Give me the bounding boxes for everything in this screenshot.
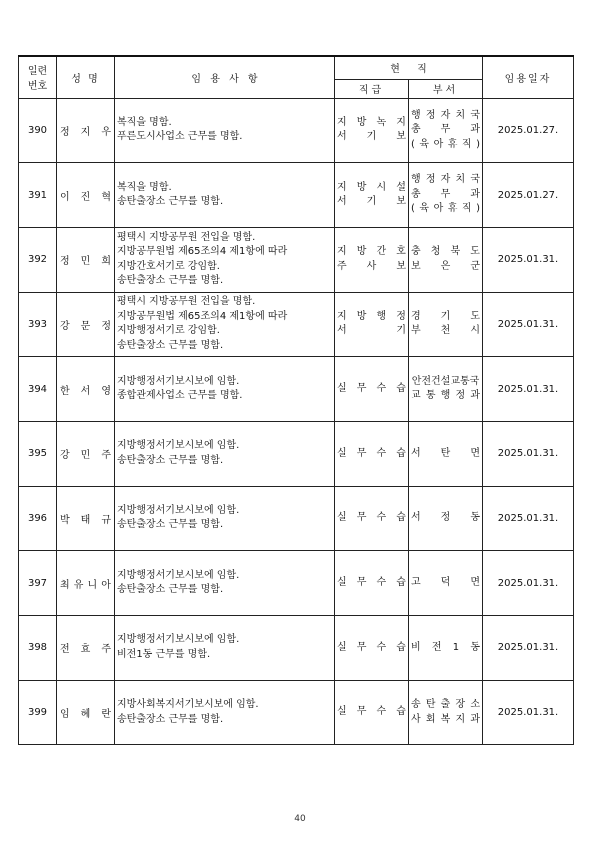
- current-rank: [335, 163, 409, 228]
- person-name-cell: [57, 292, 115, 357]
- current-rank: [335, 357, 409, 422]
- current-rank: [335, 98, 409, 163]
- current-department: [409, 486, 483, 551]
- detail-line: 지방행정서기보시보에 임함.: [117, 440, 240, 452]
- appointment-date: 2025.01.31.: [483, 292, 574, 357]
- person-name-cell: [57, 680, 115, 745]
- appointment-details: [115, 292, 335, 357]
- person-name: 전 효 주: [60, 644, 111, 656]
- current-department: [409, 616, 483, 681]
- serial-number: 398: [19, 616, 57, 681]
- detail-line: 지방행정서기보시보에 임함.: [117, 569, 240, 581]
- appointment-date: 2025.01.31.: [483, 486, 574, 551]
- serial-number: 391: [19, 163, 57, 228]
- appointment-details: [115, 680, 335, 745]
- department-line: ( 육 아 휴 직 ): [411, 203, 480, 215]
- detail-line: 송탄출장소 근무를 명함.: [117, 454, 224, 466]
- detail-line: 푸른도시사업소 근무를 명함.: [117, 131, 243, 143]
- detail-line: 송탄출장소 근무를 명함.: [117, 196, 224, 208]
- header-department: 부서: [409, 79, 483, 98]
- detail-line: 지방행정서기로 강임함.: [117, 325, 220, 337]
- table-row: [19, 98, 574, 163]
- department-line: 행 정 자 치 국: [411, 109, 480, 121]
- department-line: 사 회 복 지 과: [411, 713, 480, 725]
- appointment-date: 2025.01.31.: [483, 551, 574, 616]
- person-name: 정 민 희: [60, 256, 111, 268]
- department-line: 서 정 동: [411, 512, 480, 524]
- current-rank: [335, 486, 409, 551]
- person-name-cell: [57, 421, 115, 486]
- detail-line: 송탄출장소 근무를 명함.: [117, 275, 224, 287]
- detail-line: 지방사회복지서기보시보에 임함.: [117, 699, 259, 711]
- serial-number: 399: [19, 680, 57, 745]
- serial-number: 393: [19, 292, 57, 357]
- appointment-date: 2025.01.31.: [483, 357, 574, 422]
- department-line: 고 덕 면: [411, 576, 480, 588]
- current-department: [409, 98, 483, 163]
- appointment-details: [115, 227, 335, 292]
- person-name: 한 서 영: [60, 385, 111, 397]
- appointment-details: [115, 551, 335, 616]
- table-row: [19, 163, 574, 228]
- rank-line: 주 사 보: [337, 260, 406, 272]
- current-rank: [335, 680, 409, 745]
- appointment-details: [115, 616, 335, 681]
- person-name-cell: [57, 551, 115, 616]
- department-line: 송 탄 출 장 소: [411, 699, 480, 711]
- table-row: [19, 616, 574, 681]
- detail-line: 송탄출장소 근무를 명함.: [117, 519, 224, 531]
- department-line: 총 무 과: [411, 124, 480, 136]
- detail-line: 지방행정서기보시보에 임함.: [117, 504, 240, 516]
- header-details: 임 용 사 항: [115, 56, 335, 98]
- person-name: 박 태 규: [60, 514, 111, 526]
- appointment-details: [115, 357, 335, 422]
- department-line: 부 천 시: [411, 325, 480, 337]
- appointment-details: [115, 421, 335, 486]
- department-line: 경 기 도: [411, 310, 480, 322]
- current-rank: [335, 616, 409, 681]
- header-rank: 직급: [335, 79, 409, 98]
- current-department: [409, 551, 483, 616]
- header-current: 현 직: [335, 56, 483, 79]
- table-row: [19, 680, 574, 745]
- header-date: 임용일자: [483, 56, 574, 98]
- rank-line: 지 방 행 정: [337, 310, 406, 322]
- serial-number: 396: [19, 486, 57, 551]
- current-department: [409, 357, 483, 422]
- current-rank: [335, 551, 409, 616]
- appointment-details: [115, 98, 335, 163]
- current-rank: [335, 292, 409, 357]
- rank-line: 서 기 보: [337, 131, 406, 143]
- current-rank: [335, 227, 409, 292]
- current-department: [409, 292, 483, 357]
- table-row: [19, 227, 574, 292]
- serial-number: 395: [19, 421, 57, 486]
- rank-line: 지 방 간 호: [337, 246, 406, 258]
- table-row: [19, 421, 574, 486]
- person-name-cell: [57, 163, 115, 228]
- current-department: [409, 680, 483, 745]
- detail-line: 복직을 명함.: [117, 116, 172, 128]
- person-name-cell: [57, 98, 115, 163]
- detail-line: 지방공무원법 제65조의4 제1항에 따라: [117, 246, 288, 258]
- rank-line: 실 무 수 습: [337, 447, 406, 459]
- appointment-details: [115, 486, 335, 551]
- header-name: 성 명: [57, 56, 115, 98]
- detail-line: 평택시 지방공무원 전입을 명함.: [117, 231, 256, 243]
- detail-line: 복직을 명함.: [117, 181, 172, 193]
- detail-line: 송탄출장소 근무를 명함.: [117, 339, 224, 351]
- person-name-cell: [57, 616, 115, 681]
- table-row: [19, 292, 574, 357]
- department-line: 서 탄 면: [411, 447, 480, 459]
- detail-line: 지방간호서기로 강임함.: [117, 260, 220, 272]
- rank-line: 지 방 시 설: [337, 181, 406, 193]
- rank-line: 서 기 보: [337, 196, 406, 208]
- person-name-cell: [57, 486, 115, 551]
- rank-line: 지 방 녹 지: [337, 116, 406, 128]
- rank-line: 실 무 수 습: [337, 706, 406, 718]
- serial-number: 392: [19, 227, 57, 292]
- detail-line: 지방행정서기보시보에 임함.: [117, 634, 240, 646]
- department-line: 교 통 행 정 과: [411, 390, 480, 402]
- current-department: [409, 163, 483, 228]
- person-name-cell: [57, 357, 115, 422]
- table-row: [19, 486, 574, 551]
- person-name: 강 문 정: [60, 320, 111, 332]
- person-name: 최 유 니 아: [60, 579, 111, 591]
- department-line: 총 무 과: [411, 188, 480, 200]
- serial-number: 397: [19, 551, 57, 616]
- detail-line: 비전1동 근무를 명함.: [117, 648, 211, 660]
- appointment-details: [115, 163, 335, 228]
- table-row: [19, 551, 574, 616]
- serial-number: 394: [19, 357, 57, 422]
- department-line: 안전건설교통국: [411, 375, 480, 387]
- appointment-date: 2025.01.31.: [483, 227, 574, 292]
- person-name: 정 지 우: [60, 126, 111, 138]
- person-name: 임 혜 란: [60, 709, 111, 721]
- person-name: 이 진 혁: [60, 191, 111, 203]
- appointment-date: 2025.01.27.: [483, 163, 574, 228]
- rank-line: 실 무 수 습: [337, 382, 406, 394]
- serial-number: 390: [19, 98, 57, 163]
- detail-line: 송탄출장소 근무를 명함.: [117, 713, 224, 725]
- rank-line: 서 기: [337, 325, 406, 337]
- department-line: 충 청 북 도: [411, 246, 480, 258]
- detail-line: 송탄출장소 근무를 명함.: [117, 584, 224, 596]
- appointment-date: 2025.01.27.: [483, 98, 574, 163]
- current-department: [409, 227, 483, 292]
- appointment-date: 2025.01.31.: [483, 680, 574, 745]
- header-serial: 일련 번호: [19, 56, 57, 98]
- department-line: 보 은 군: [411, 260, 480, 272]
- current-department: [409, 421, 483, 486]
- rank-line: 실 무 수 습: [337, 512, 406, 524]
- detail-line: 지방공무원법 제65조의4 제1항에 따라: [117, 310, 288, 322]
- rank-line: 실 무 수 습: [337, 641, 406, 653]
- department-line: 비 전 1 동: [411, 641, 480, 653]
- person-name-cell: [57, 227, 115, 292]
- department-line: 행 정 자 치 국: [411, 174, 480, 186]
- detail-line: 종합관제사업소 근무를 명함.: [117, 390, 243, 402]
- detail-line: 지방행정서기보시보에 임함.: [117, 375, 240, 387]
- table-row: [19, 357, 574, 422]
- detail-line: 평택시 지방공무원 전입을 명함.: [117, 296, 256, 308]
- appointment-date: 2025.01.31.: [483, 421, 574, 486]
- page-number: 40: [294, 814, 306, 824]
- department-line: ( 육 아 휴 직 ): [411, 138, 480, 150]
- appointment-date: 2025.01.31.: [483, 616, 574, 681]
- appointment-table: [18, 55, 574, 745]
- person-name: 강 민 주: [60, 450, 111, 462]
- current-rank: [335, 421, 409, 486]
- rank-line: 실 무 수 습: [337, 576, 406, 588]
